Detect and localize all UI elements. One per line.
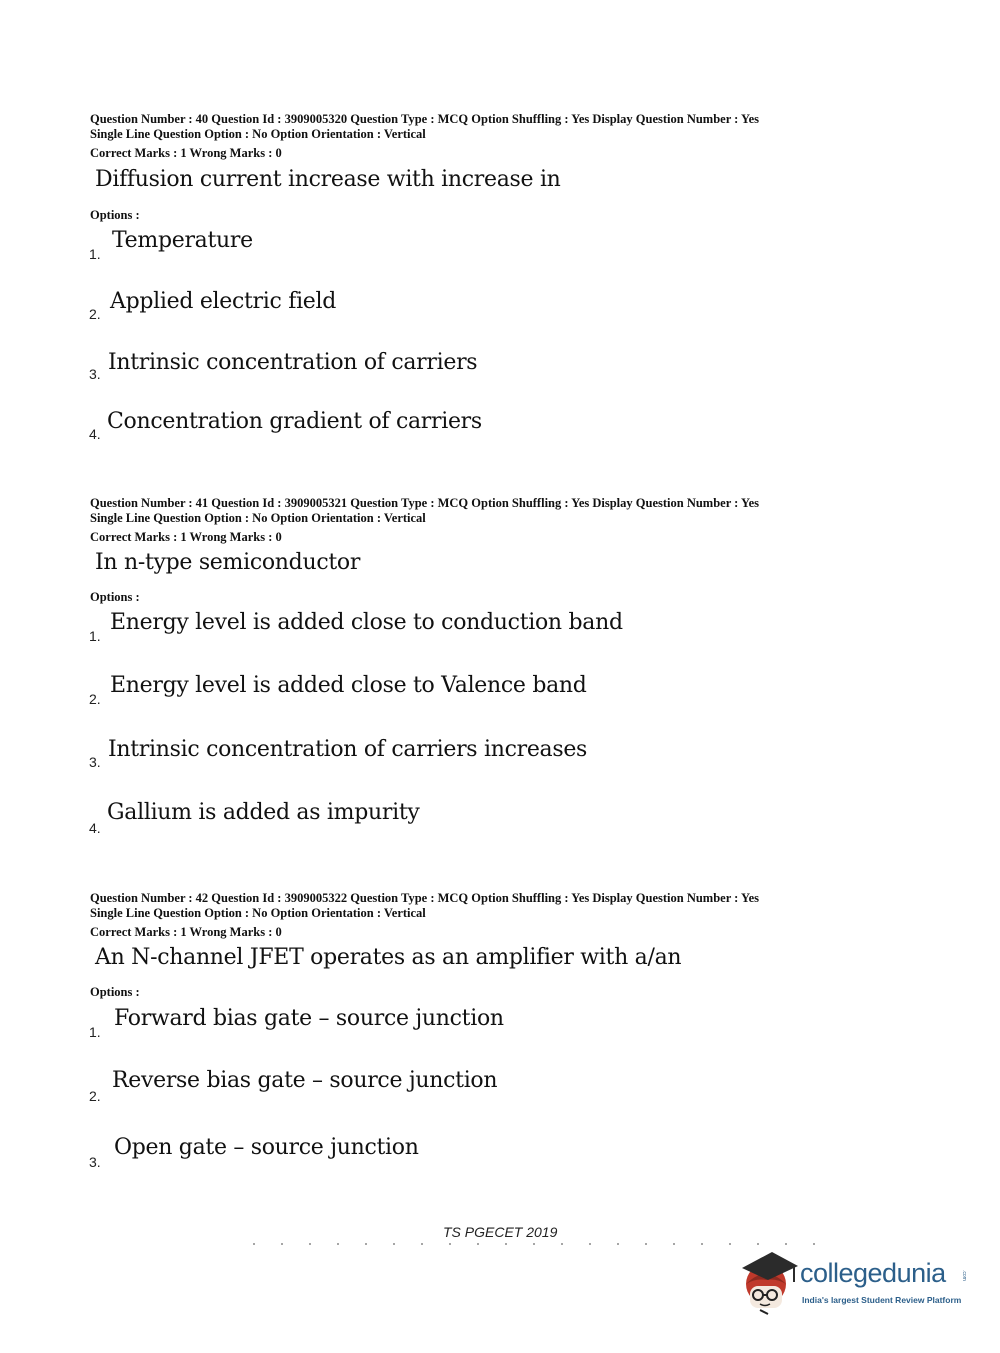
option-text: Intrinsic concentration of carriers increases: [108, 737, 588, 762]
option-number: 3.: [89, 1154, 101, 1170]
question-meta: [90, 891, 759, 921]
question-meta-line2: Single Line Question Option : No Option Orientation : Vertical: [90, 906, 426, 920]
option-text: Forward bias gate – source junction: [114, 1006, 504, 1031]
option-number: 3.: [89, 366, 101, 382]
option-text: Gallium is added as impurity: [107, 800, 420, 825]
option-text: Open gate – source junction: [114, 1135, 419, 1160]
option-text: Applied electric field: [110, 289, 337, 314]
options-label: Options :: [90, 985, 140, 999]
page-footer: TS PGECET 2019: [443, 1224, 558, 1240]
question-text: In n-type semiconductor: [95, 550, 361, 575]
option-text: Energy level is added close to Valence band: [110, 673, 587, 698]
option-number: 1.: [89, 246, 101, 262]
collegedunia-logo: [738, 1248, 978, 1318]
option-item[interactable]: [0, 350, 1000, 390]
option-item[interactable]: [0, 1006, 1000, 1046]
option-item[interactable]: [0, 409, 1000, 449]
question-meta: [90, 112, 759, 142]
option-item[interactable]: [0, 610, 1000, 650]
question-meta-line1: Question Number : 42 Question Id : 3909005322 Question Type : MCQ Option Shuffling : Yes Display Question Number : Yes: [90, 891, 760, 905]
option-item[interactable]: [0, 228, 1000, 268]
option-text: Reverse bias gate – source junction: [112, 1068, 498, 1093]
logo-wordmark: collegedunia: [800, 1258, 946, 1288]
option-number: 4.: [89, 820, 101, 836]
option-item[interactable]: [0, 673, 1000, 713]
option-number: 1.: [89, 1024, 101, 1040]
option-number: 4.: [89, 426, 101, 442]
option-number: 2.: [89, 1088, 101, 1104]
option-number: 2.: [89, 306, 101, 322]
options-label: Options :: [90, 590, 140, 604]
option-text: Intrinsic concentration of carriers: [108, 350, 478, 375]
question-meta-line2: Single Line Question Option : No Option Orientation : Vertical: [90, 127, 426, 141]
question-meta-line2: Single Line Question Option : No Option Orientation : Vertical: [90, 511, 426, 525]
option-text: Energy level is added close to conduction band: [110, 610, 623, 635]
option-item[interactable]: [0, 737, 1000, 777]
option-item[interactable]: [0, 289, 1000, 329]
question-marks: Correct Marks : 1 Wrong Marks : 0: [90, 530, 282, 544]
option-number: 1.: [89, 628, 101, 644]
option-item[interactable]: [0, 1135, 1000, 1175]
logo-suffix: .com: [961, 1270, 967, 1281]
question-meta-line1: Question Number : 41 Question Id : 3909005321 Question Type : MCQ Option Shuffling : Yes Display Question Number : Yes: [90, 496, 760, 510]
question-marks: Correct Marks : 1 Wrong Marks : 0: [90, 146, 282, 160]
question-text: An N-channel JFET operates as an amplifier with a/an: [95, 945, 682, 970]
option-text: Temperature: [112, 228, 253, 253]
question-text: Diffusion current increase with increase in: [95, 167, 561, 192]
option-item[interactable]: [0, 800, 1000, 840]
question-meta-line1: Question Number : 40 Question Id : 3909005320 Question Type : MCQ Option Shuffling : Yes Display Question Number : Yes: [90, 112, 760, 126]
options-label: Options :: [90, 208, 140, 222]
question-meta: [90, 496, 759, 526]
footer-divider: [240, 1243, 820, 1245]
option-number: 3.: [89, 754, 101, 770]
logo-tagline: India's largest Student Review Platform: [802, 1295, 962, 1305]
graduation-cap-mascot-icon: [738, 1248, 800, 1318]
option-item[interactable]: [0, 1068, 1000, 1108]
question-marks: Correct Marks : 1 Wrong Marks : 0: [90, 925, 282, 939]
option-text: Concentration gradient of carriers: [107, 409, 482, 434]
option-number: 2.: [89, 691, 101, 707]
